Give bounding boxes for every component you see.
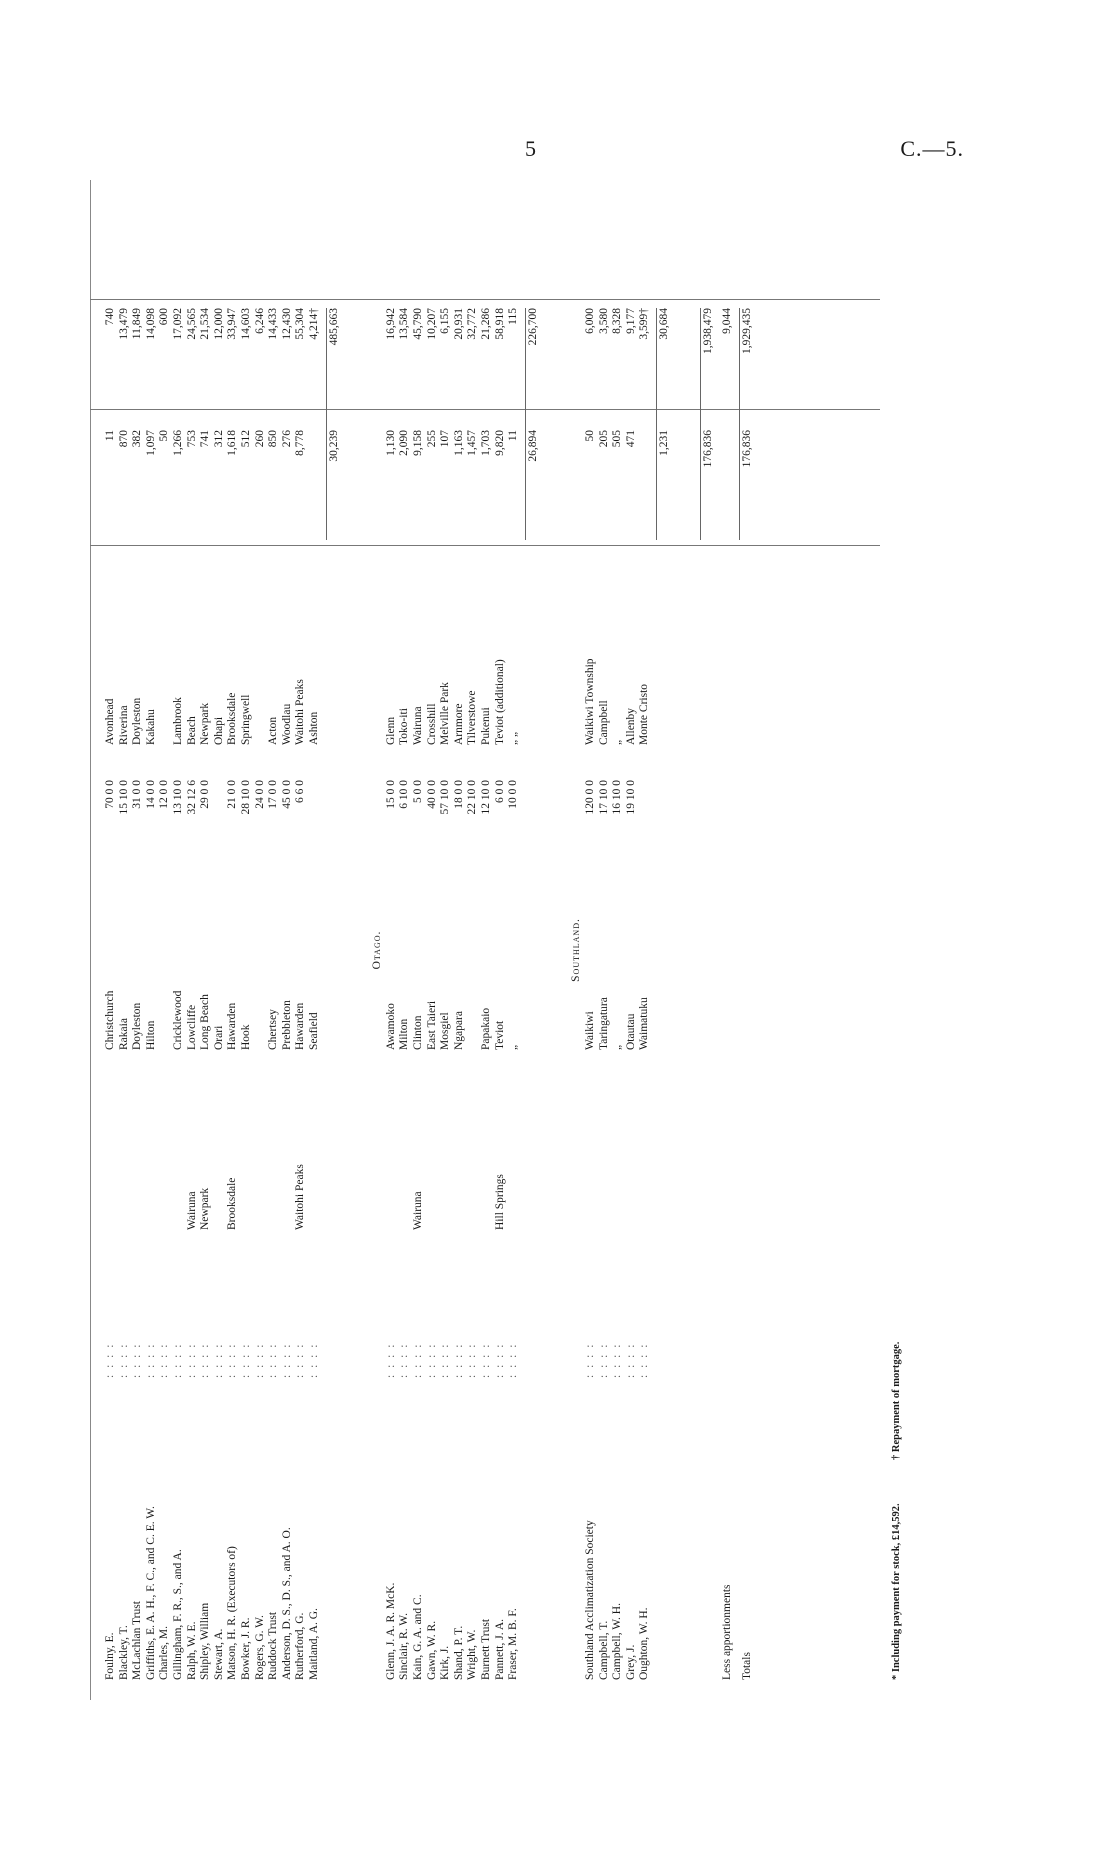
run-name [625,1110,639,1230]
land-purchase-table [90,180,902,1700]
acres-value: 471 [624,430,637,448]
owner-name: Pannett, J. A. [493,1618,506,1680]
dot-leaders: : : : : [172,1342,184,1378]
dot-leaders: : : : : [584,1342,596,1378]
column-rule-end [90,299,880,300]
amount-per-acre: 22 10 0 [466,780,479,815]
subtotal-price: 485,663 [327,308,340,346]
dot-leaders: : : : : [185,1342,198,1378]
subtotal-price: 30,684 [658,308,670,340]
price-value: 21,286 [480,308,492,340]
price-value: 14,603 [240,308,252,340]
document-reference: C.—5. [900,136,964,161]
locality: Teviot [493,1020,506,1050]
owner-name: Blackley, T. [117,1625,130,1680]
locality: Hook [240,1024,252,1050]
owner-name: Shand, P. T. [452,1625,465,1680]
dot-leaders: : : : : [308,1342,320,1378]
locality: Lowcliffe [185,1004,198,1050]
price-value: 600 [158,308,171,326]
owner-name: Sinclair, R. W. [398,1613,411,1680]
price-value: 10,207 [425,308,438,340]
owner-name: Glenn, J. A. R. McK. [384,1582,397,1680]
owner-name: Foulny, E. [104,1632,116,1680]
locality: Doyleston [131,1002,144,1050]
acres-value: 512 [240,430,252,448]
locality [466,850,480,1050]
totals-label: Totals [740,1652,753,1680]
dot-leaders: : : : : [144,1342,157,1378]
acres-value: 1,703 [480,430,492,456]
amount-per-acre: 57 10 0 [439,780,452,815]
price-value: 45,790 [412,308,424,340]
footnote-stock: * Including payment for stock, £14,592. [891,1503,902,1680]
locality [254,850,268,1050]
acres-value: 1,618 [226,430,239,456]
estate-name [254,565,268,745]
owner-name: Shipley, William [199,1602,212,1680]
acres-value: 753 [185,430,198,448]
dot-leaders: : : : : [226,1342,239,1378]
amount-per-acre: 18 0 0 [452,780,465,809]
totals-acres: 176,836 [740,430,753,468]
dot-leaders: : : : : [131,1342,144,1378]
section-heading: Otago. [371,930,384,970]
price-value: 3,599† [638,308,651,340]
subtotal-rule [525,308,526,540]
column-rule-price [90,409,880,410]
run-name [385,1110,399,1230]
acres-value [638,430,652,540]
amount-per-acre: 28 10 0 [240,780,252,815]
amount-per-acre: 40 0 0 [425,780,438,809]
run-name [240,1110,254,1230]
run-name [308,1110,322,1230]
locality: Hawarden [226,1002,239,1050]
locality: Papakaio [480,1007,492,1050]
price-value: 33,947 [226,308,239,340]
locality [158,850,172,1050]
estate-name: Avonhead [104,698,116,745]
amount-per-acre: 16 10 0 [611,780,624,815]
owner-name: Grey, J. [624,1644,637,1680]
estate-name: Ohapi [212,716,225,745]
amount-per-acre: 31 0 0 [131,780,144,809]
dot-leaders: : : : : [212,1342,225,1378]
subtotal-price: 226,700 [526,308,539,346]
subtotal-rule [700,308,701,540]
price-value: 13,479 [117,308,130,340]
estate-name: Doyleston [131,697,144,745]
price-value: 6,000 [584,308,596,334]
run-name [598,1110,612,1230]
estate-name: Arnmore [452,703,465,745]
owner-name: Southland Acclimatization Society [584,1520,596,1680]
amount-per-acre [213,780,227,840]
price-value: 12,430 [280,308,293,340]
price-value: 115 [507,308,520,325]
estate-name: „ „ [507,731,520,745]
locality: Otautau [624,1013,637,1050]
estate-name: Toko-iti [398,708,411,745]
locality: „ [611,1044,624,1050]
estate-name: Springwell [240,694,252,745]
estate-name: Crosshill [425,703,438,745]
price-value: 11,849 [131,308,144,340]
acres-value: 505 [611,430,624,448]
estate-name: Waikiwi Township [584,658,596,745]
dot-leaders: : : : : [158,1342,171,1378]
locality: Hilton [144,1020,157,1050]
run-name: Hill Springs [493,1174,506,1230]
amount-per-acre: 6 0 0 [493,780,506,803]
price-value: 14,098 [144,308,157,340]
dot-leaders: : : : : [638,1342,651,1378]
estate-name: Teviot (additional) [493,659,506,745]
locality: Long Beach [199,994,212,1050]
gross-acres: 176,836 [701,430,714,468]
run-name [480,1110,494,1230]
amount-per-acre: 45 0 0 [280,780,293,809]
amount-per-acre: 24 0 0 [253,780,266,809]
run-name [466,1110,480,1230]
dot-leaders: : : : : [398,1342,411,1378]
dot-leaders: : : : : [384,1342,397,1378]
owner-name: Fraser, M. B. F. [507,1608,520,1680]
owner-name: Matson, H. R. (Executors of) [226,1546,239,1680]
estate-name: Beach [185,716,198,745]
dot-leaders: : : : : [480,1342,492,1378]
dot-leaders: : : : : [452,1342,465,1378]
amount-per-acre: 21 0 0 [226,780,239,809]
acres-value: 50 [158,430,171,442]
amount-per-acre: 19 10 0 [624,780,637,815]
dot-leaders: : : : : [611,1342,624,1378]
dot-leaders: : : : : [117,1342,130,1378]
dot-leaders: : : : : [507,1342,520,1378]
acres-value: 382 [131,430,144,448]
owner-name: Campbell, W. H. [611,1603,624,1680]
dot-leaders: : : : : [493,1342,506,1378]
run-name [213,1110,227,1230]
owner-name: Rogers, G. W. [253,1615,266,1680]
amount-per-acre: 14 0 0 [144,780,157,809]
dot-leaders: : : : : [466,1342,479,1378]
owner-name: Kain, G. A. and C. [412,1594,424,1680]
acres-value: 1,130 [384,430,397,456]
acres-value: 11 [507,430,520,442]
run-name: Wairuna [185,1191,198,1230]
acres-value [308,430,322,540]
dot-leaders: : : : : [240,1342,252,1378]
owner-name: Griffiths, E. A. H., F. C., and C. E. W. [144,1506,157,1680]
dot-leaders: : : : : [294,1342,307,1378]
locality: Rakaia [117,1018,130,1050]
amount-per-acre: 32 12 6 [185,780,198,815]
estate-name: „ [611,739,624,745]
estate-name: Pukenui [480,707,492,745]
run-name [118,1110,132,1230]
section-heading: Southland. [570,918,583,982]
estate-name: Ashton [308,711,320,745]
estate-name: Riverina [117,705,130,745]
price-value: 3,580 [597,308,610,334]
amount-per-acre: 13 10 0 [172,780,184,815]
estate-name: Glenn [384,716,397,745]
locality: Milton [398,1018,411,1050]
run-name [131,1110,145,1230]
run-name [453,1110,467,1230]
owner-name: Rutherford, G. [294,1612,307,1680]
acres-value: 276 [280,430,293,448]
price-value: 24,565 [185,308,198,340]
gross-price: 1,938,479 [701,308,714,354]
amount-per-acre: 6 10 0 [398,780,411,809]
subtotal-acres: 1,231 [658,430,670,456]
run-name [611,1110,625,1230]
totals-price: 1,929,435 [740,308,753,354]
subtotal-rule [739,308,740,540]
price-value: 9,177 [624,308,637,334]
column-rule-acres [90,545,880,546]
subtotal-rule [326,308,327,540]
run-name: Waitohi Peaks [294,1164,307,1230]
amount-per-acre: 15 0 0 [384,780,397,809]
amount-per-acre: 120 0 0 [584,780,596,815]
acres-value: 850 [267,430,280,448]
run-name [507,1110,521,1230]
price-value: 4,214† [308,308,320,340]
price-value: 6,155 [439,308,452,334]
price-value: 17,092 [172,308,184,340]
amount-per-acre: 6 6 0 [294,780,307,803]
locality: Cricklewood [172,990,184,1050]
run-name [281,1110,295,1230]
dot-leaders: : : : : [199,1342,212,1378]
locality: Waimatuku [638,997,651,1050]
estate-name: Lambrook [172,697,184,745]
amount-per-acre: 10 0 0 [507,780,520,809]
estate-name: Tilverstowe [466,690,479,745]
run-name: Brooksdale [226,1177,239,1230]
dot-leaders: : : : : [624,1342,637,1378]
estate-name: Monte Cristo [638,683,651,745]
estate-name: Woodlau [280,703,293,745]
price-value: 6,246 [253,308,266,334]
locality: Orari [212,1025,225,1050]
dot-leaders: : : : : [597,1342,610,1378]
estate-name: Wairuna [412,706,424,745]
locality: Waikiwi [584,1011,596,1050]
less-apportionments-label: Less apportionments [721,1584,734,1680]
estate-name: Waitohi Peaks [294,679,307,745]
acres-value: 1,163 [452,430,465,456]
estate-name: Campbell [597,700,610,745]
acres-value: 1,266 [172,430,184,456]
locality: Seafield [308,1012,320,1050]
run-name [254,1110,268,1230]
subtotal-rule [656,308,657,540]
locality: Christchurch [104,990,116,1050]
price-value: 8,328 [611,308,624,334]
owner-name: Bowker, J. R. [240,1617,252,1680]
dot-leaders: : : : : [253,1342,266,1378]
locality: Hawarden [294,1002,307,1050]
estate-name: Newpark [199,702,212,745]
locality: East Taieri [425,1000,438,1050]
owner-name: Burnett Trust [480,1618,492,1680]
acres-value: 870 [117,430,130,448]
acres-value: 8,778 [294,430,307,456]
amount-per-acre: 17 0 0 [267,780,280,809]
estate-name [158,565,172,745]
subtotal-acres: 30,239 [327,430,340,462]
amount-per-acre [308,780,322,840]
run-name: Newpark [199,1187,212,1230]
owner-name: Stewart, A. [212,1628,225,1680]
acres-value: 107 [439,430,452,448]
run-name: Wairuna [412,1191,424,1230]
amount-per-acre: 70 0 0 [104,780,116,809]
acres-value: 2,090 [398,430,411,456]
locality: „ [507,1044,520,1050]
table-top-rule [90,180,91,1700]
price-value: 14,433 [267,308,280,340]
owner-name: Anderson, D. S., D. S., and A. O. [280,1527,293,1680]
locality: Awamoko [384,1003,397,1050]
locality: Prebbleton [280,1000,293,1050]
owner-name: Campbell, T. [597,1620,610,1680]
dot-leaders: : : : : [412,1342,424,1378]
acres-value: 9,158 [412,430,424,456]
amount-per-acre [638,780,652,840]
estate-name: Brooksdale [226,692,239,745]
acres-value: 260 [253,430,266,448]
acres-value: 255 [425,430,438,448]
price-value: 55,304 [294,308,307,340]
run-name [584,1110,598,1230]
footnote-mortgage: † Repayment of mortgage. [891,1341,902,1460]
estate-name: Allenby [624,707,637,745]
run-name [104,1110,118,1230]
acres-value: 312 [212,430,225,448]
estate-name: Kakahu [144,709,157,745]
price-value: 32,772 [466,308,479,340]
run-name [426,1110,440,1230]
price-value: 16,942 [384,308,397,340]
amount-per-acre: 15 10 0 [117,780,130,815]
acres-value: 11 [104,430,116,442]
acres-value: 741 [199,430,212,448]
price-value: 20,931 [452,308,465,340]
page-number: 5 [525,136,536,161]
run-name [158,1110,172,1230]
amount-per-acre: 29 0 0 [199,780,212,809]
dot-leaders: : : : : [267,1342,280,1378]
locality: Taringatura [597,997,610,1050]
owner-name: Maitland, A. G. [308,1608,320,1680]
owner-name: Oughton, W. H. [638,1607,651,1680]
dot-leaders: : : : : [425,1342,438,1378]
run-name [439,1110,453,1230]
acres-value: 9,820 [493,430,506,456]
page-header [0,136,1114,166]
run-name [267,1110,281,1230]
less-apportionments-value: 9,044 [721,308,734,334]
locality: Chertsey [267,1009,280,1050]
owner-name: Ruddock Trust [267,1611,280,1680]
owner-name: Charles, M. [158,1626,171,1680]
acres-value: 1,097 [144,430,157,456]
dot-leaders: : : : : [280,1342,293,1378]
estate-name: Acton [267,716,280,745]
owner-name: Ralph, W. E. [185,1621,198,1680]
price-value: 13,584 [398,308,411,340]
locality: Clinton [412,1015,424,1050]
acres-value: 205 [597,430,610,448]
locality: Mosgiel [439,1012,452,1050]
amount-per-acre: 5 0 0 [412,780,424,803]
amount-per-acre: 12 0 0 [158,780,171,809]
owner-name: Kirk, J. [439,1645,452,1680]
acres-value: 50 [584,430,596,442]
dot-leaders: : : : : [104,1342,116,1378]
locality: Ngapara [452,1011,465,1050]
run-name [145,1110,159,1230]
price-value: 21,534 [199,308,212,340]
dot-leaders: : : : : [439,1342,452,1378]
owner-name: Gawn, W. R. [425,1620,438,1680]
run-name [172,1110,186,1230]
run-name [398,1110,412,1230]
estate-name: Melville Park [439,682,452,745]
price-value: 12,000 [212,308,225,340]
owner-name: Gillingham, F. R., S., and A. [172,1549,184,1680]
run-name [638,1110,652,1230]
owner-name: Wright, W. [466,1629,479,1680]
amount-per-acre: 12 10 0 [480,780,492,815]
price-value: 58,918 [493,308,506,340]
subtotal-acres: 26,894 [526,430,539,462]
price-value: 740 [104,308,116,326]
acres-value: 1,457 [466,430,479,456]
amount-per-acre: 17 10 0 [597,780,610,815]
owner-name: McLachlan Trust [131,1601,144,1680]
